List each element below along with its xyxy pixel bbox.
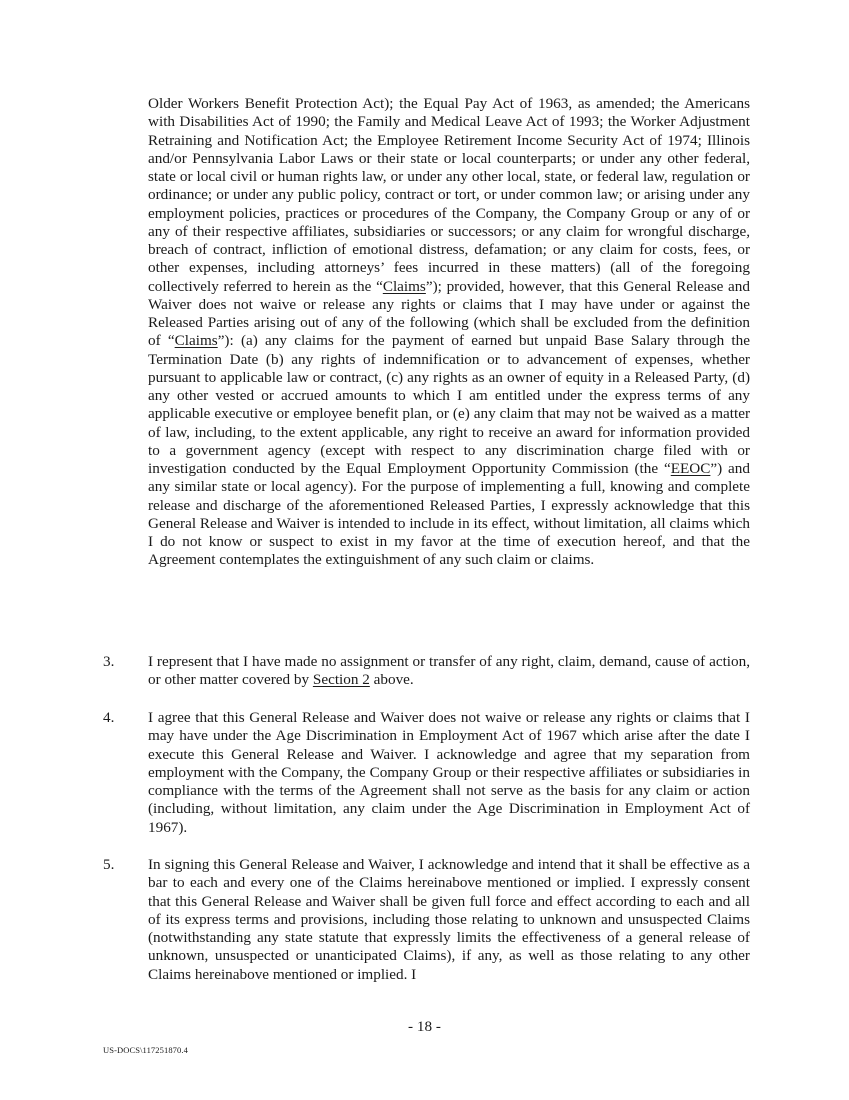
eeoc-defined-term: EEOC — [670, 460, 711, 477]
paragraph-text-part-1: Older Workers Benefit Protection Act); the Equal Pay Act of 1963, as amended; the Americans with Disabilities Act of 1990; the Family and Medical Leave Act of 1993; the Worker Adjustment Retraining and Notification Act; the Employee Retirement Income Security Act of 1974; Illinois and/or Pennsylvania Labor Laws or their state or local counterparts; or under any other federal, state or local civil or human rights law, or under any other local, state, or federal law, regulation or ordinance; or under any public policy, contract or tort, or under common law; or arising under any employment policies, practices or procedures of the Company, the Company Group or any of or any of their respective affiliates, subsidiaries or successors; or any claim for wrongful discharge, breach of contract, infliction of emotional distress, defamation; or any claim for costs, fees, or other expenses, including attorneys’ fees incurred in these matters) (all of the foregoing collectively referred to herein as the “ — [148, 95, 750, 295]
section-2-reference: Section 2 — [312, 671, 370, 689]
item-text — [148, 653, 750, 690]
section-2-continuation-paragraph — [148, 95, 750, 570]
paragraph-text-part-3: ”): (a) any claims for the payment of earned but unpaid Base Salary through the Termination Date (b) any rights of indemnification or to advancement of expenses, whether pursuant to applicable law or contract, (c) any rights as an owner of equity in a Released Party, (d) any other vested or accrued amounts to which I am entitled under the express terms of any applicable executive or employee benefit plan, or (e) any claim that may not be waived as a matter of law, including, to the extent applicable, any right to receive an award for information provided to a government agency (except with respect to any discrimination charge filed with or investigation conducted by the Equal Employment Opportunity Commission (the “ — [148, 332, 750, 477]
claims-defined-term-reference: Claims — [174, 332, 218, 350]
claims-defined-term: Claims — [382, 277, 426, 295]
numbered-item-5 — [103, 856, 750, 984]
document-id: US-DOCS\117251870.4 — [103, 1045, 188, 1055]
item-number: 4. — [103, 709, 115, 726]
item-text: In signing this General Release and Waiver, I acknowledge and intend that it shall be effective as a bar to each and every one of the Claims hereinabove mentioned or implied. I expressly consent that this General Release and Waiver shall be given full force and effect according to each and all of its express terms and provisions, including those relating to unknown and unsuspected Claims (notwithstanding any state statute that expressly limits the effectiveness of a general release of unknown, unsuspected or unanticipated Claims), if any, as well as those relating to any other Claims hereinabove mentioned or implied. I — [148, 856, 750, 983]
numbered-item-4 — [103, 709, 750, 837]
item-text-part-1: I represent that I have made no assignment or transfer of any right, claim, demand, cause of action, or other matter covered by — [148, 653, 750, 689]
item-text: I agree that this General Release and Waiver does not waive or release any rights or claims that I may have under the Age Discrimination in Employment Act of 1967 which arise after the date I execute this General Release and Waiver. I acknowledge and agree that my separation from employment with the Company, the Company Group or their respective affiliates or subsidiaries in compliance with the terms of the Agreement shall not serve as the basis for any claim or action (including, without limitation, any claim under the Age Discrimination in Employment Act of 1967). — [148, 709, 750, 836]
paragraph-text-part-4: ”) and any similar state or local agency). For the purpose of implementing a full, knowing and complete release and discharge of the aforementioned Released Parties, I expressly acknowledge that this General Release and Waiver is intended to include in its effect, without limitation, all claims which I do not know or suspect to exist in my favor at the time of execution hereof, and that the Agreement contemplates the extinguishment of any such claim or claims. — [148, 460, 750, 569]
item-number: 3. — [103, 653, 115, 670]
page-number: - 18 - — [408, 1018, 441, 1035]
numbered-item-3 — [103, 653, 750, 690]
item-text-part-2: above. — [369, 671, 414, 689]
item-number: 5. — [103, 856, 115, 873]
paragraph-text-part-2: ”); provided, however, that this General Release and Waiver does not waive or release any rights or claims that I may have under or against the Released Parties arising out of any of the following (which shall be excluded from the definition of “ — [148, 277, 750, 350]
